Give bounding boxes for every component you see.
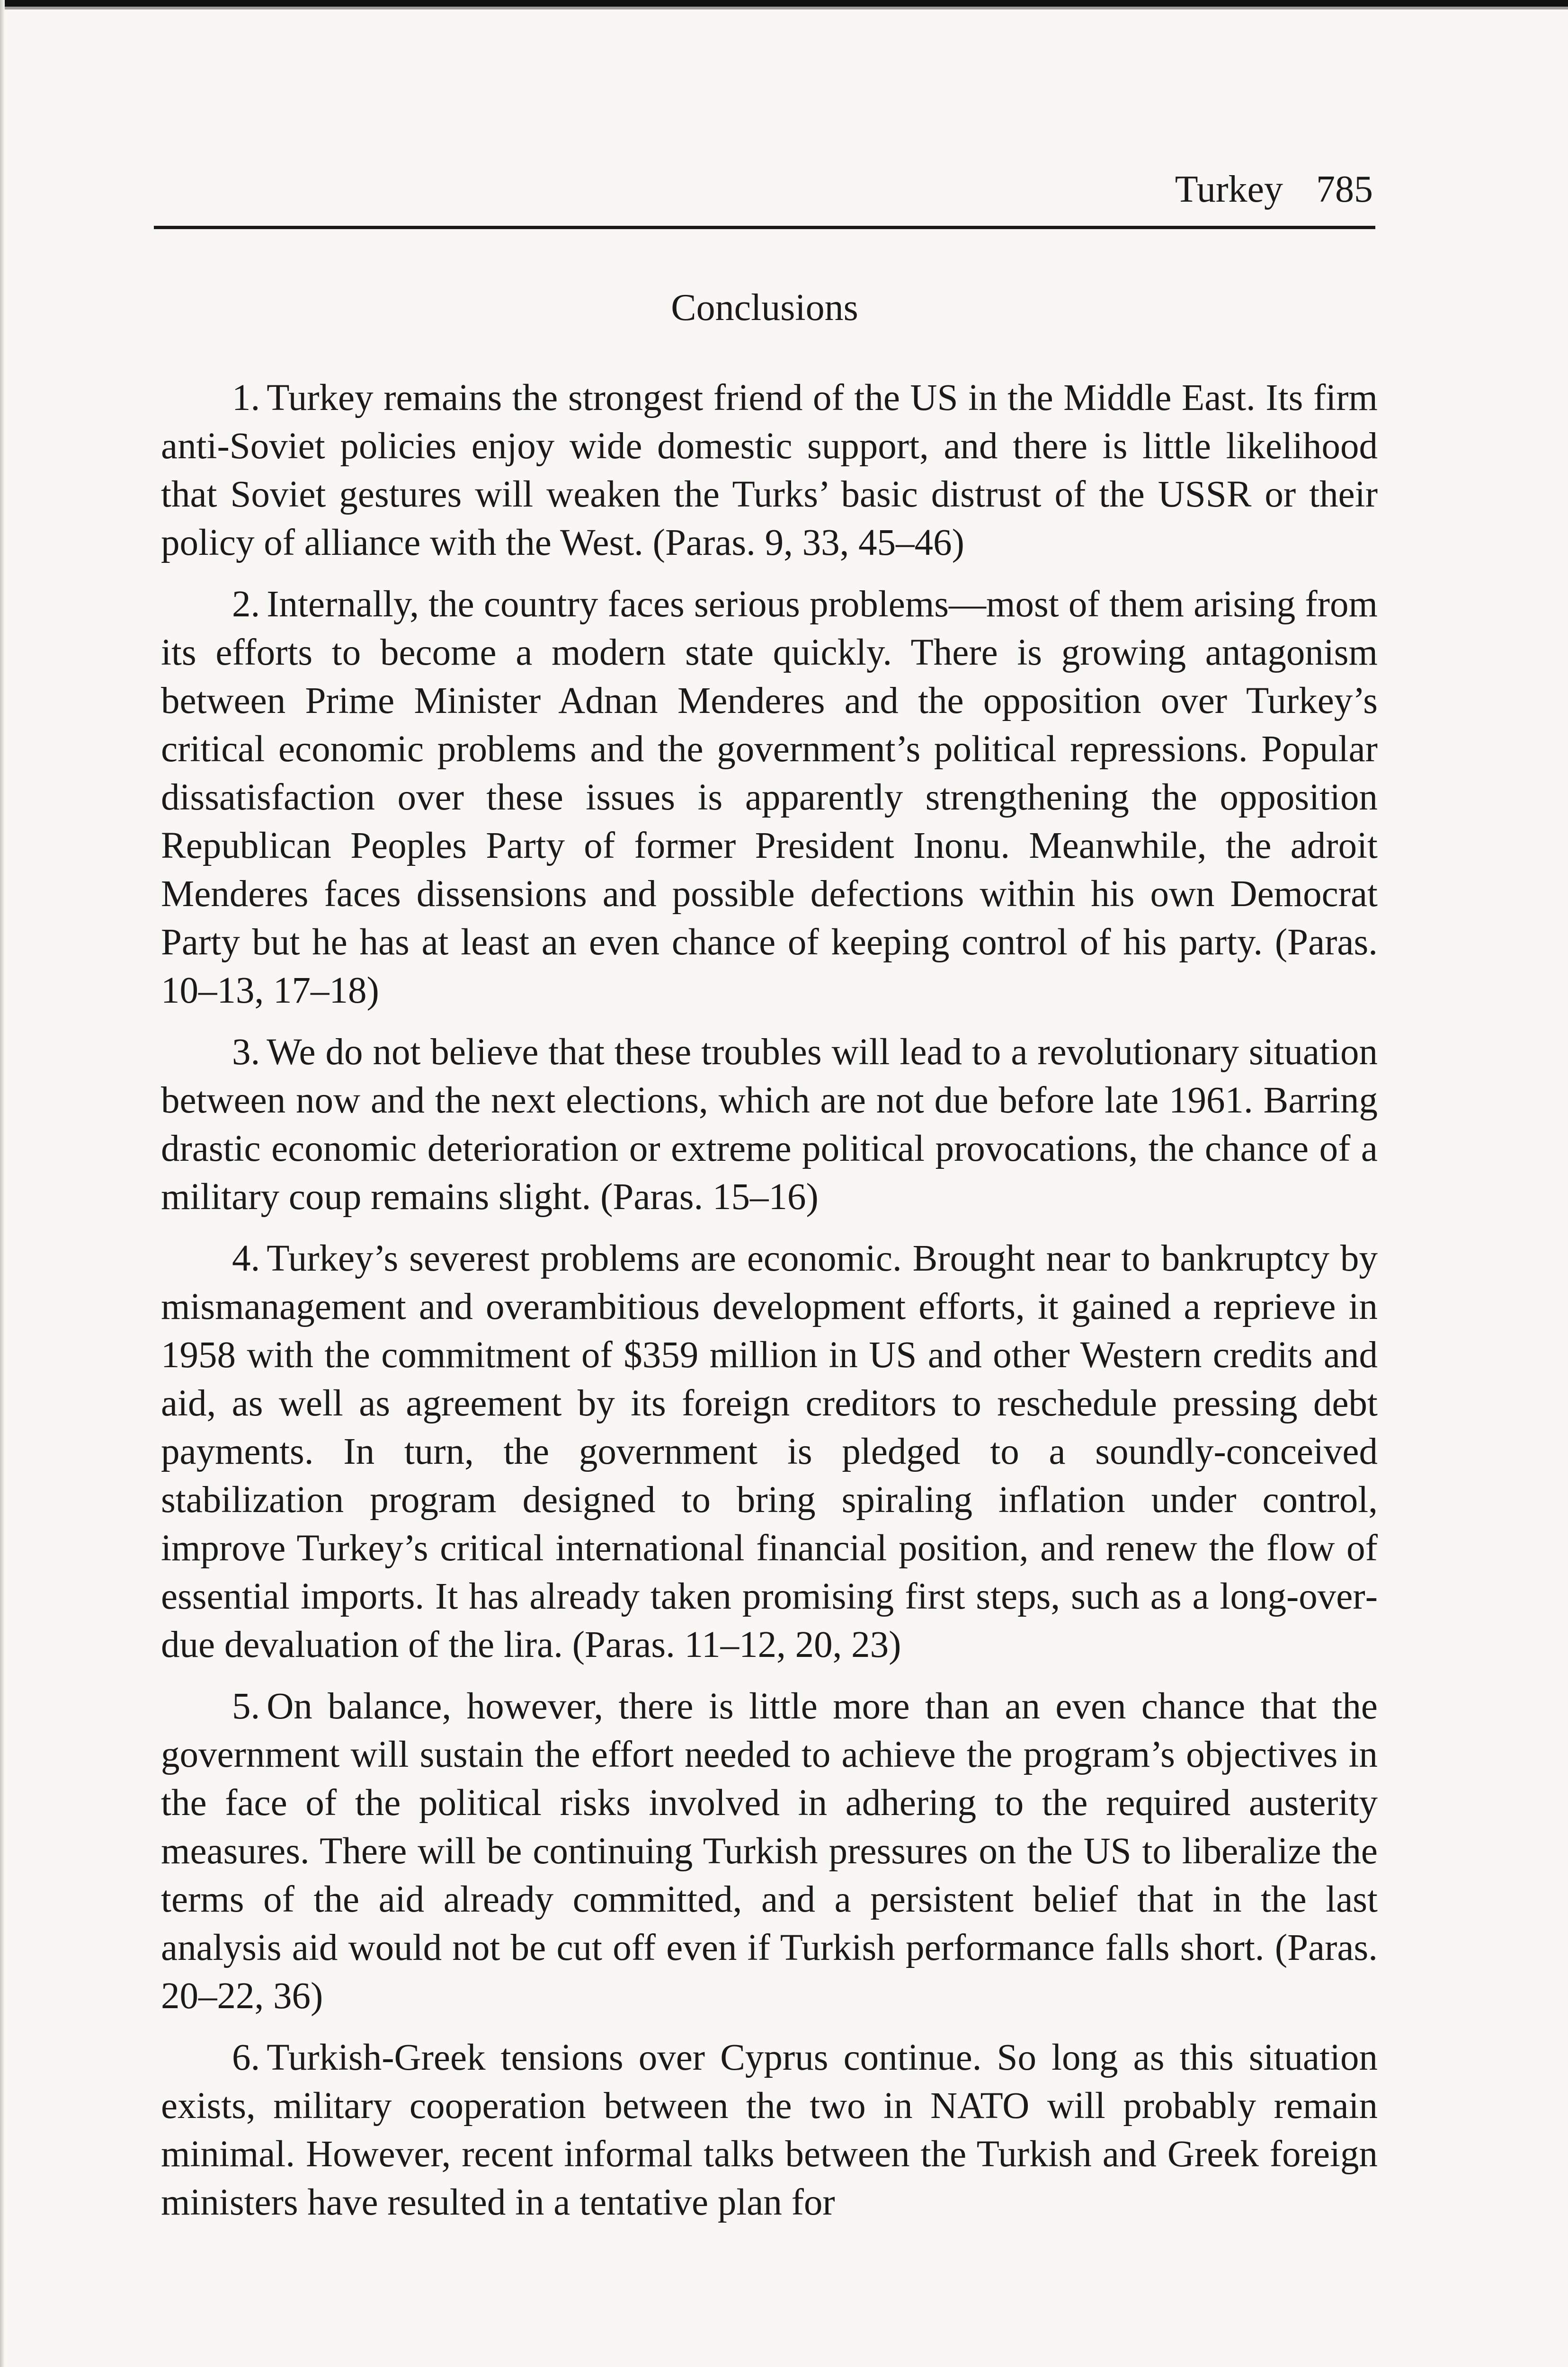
paragraph-text: On balance, however, there is little more than an even chance that the government will sustain the effort needed to achieve the program’s objectives in the face of the political risks involved in adhering to the required austerity measures. There will be continuing Turkish pressures on the US to liberalize the terms of the aid already committed, and a persistent belief that in the last analysis aid would not be cut off even if Turkish performance falls short. (Paras. 20–22, 36)	[161, 1686, 1378, 2017]
paragraph-number: 2.	[232, 584, 260, 625]
paragraph-3	[161, 1028, 1378, 1221]
scan-left-shadow	[0, 0, 5, 2367]
paragraph-text: We do not believe that these troubles will lead to a revolutionary situation between now and the next elections, which are not due before late 1961. Barring drastic economic deterioration or extreme political provocations, the chance of a military coup remains slight. (Paras. 15–16)	[161, 1032, 1378, 1218]
paragraph-number: 1.	[232, 377, 260, 418]
running-head-title: Turkey	[1175, 169, 1283, 210]
paragraph-text: Turkey remains the strongest friend of the US in the Middle East. Its firm anti-Soviet policies enjoy wide domestic support, and there is little likelihood that Soviet gestures will weaken the Turks’ basic distrust of the USSR or their policy of alliance with the West. (Paras. 9, 33, 45–46)	[161, 377, 1378, 563]
section-title: Conclusions	[671, 287, 858, 329]
paragraph-1	[161, 374, 1378, 567]
paragraph-number: 6.	[232, 2037, 260, 2078]
page-number: 785	[1316, 169, 1373, 210]
paragraph-text: Internally, the country faces serious problems—most of them arising from its efforts to become a modern state quickly. There is growing antagonism between Prime Minister Adnan Menderes and the opposition over Turkey’s critical economic problems and the government’s political repressions. Popular dissatisfaction over these issues is apparently strengthening the opposition Republican Peoples Party of former President Inonu. Meanwhile, the adroit Menderes faces dissensions and possible defections within his own Democrat Party but he has at least an even chance of keeping control of his party. (Paras. 10–13, 17–18)	[161, 584, 1378, 1011]
paragraph-number: 4.	[232, 1238, 260, 1279]
paragraph-text: Turkish-Greek tensions over Cyprus continue. So long as this situation exists, military cooperation between the two in NATO will probably remain minimal. However, recent informal talks between the Turkish and Greek foreign ministers have resulted in a tentative plan for	[161, 2037, 1378, 2223]
paragraph-text: Turkey’s severest problems are economic. Brought near to bankruptcy by mismanagement and overambitious development efforts, it gained a reprieve in 1958 with the commitment of $359 million in US and other Western credits and aid, as well as agreement by its foreign creditors to reschedule pressing debt payments. In turn, the government is pledged to a soundly-conceived stabilization program designed to bring spiraling inflation under control, improve Turkey’s critical international financial position, and renew the flow of essential imports. It has already taken promising first steps, such as a long-overdue devaluation of the lira. (Paras. 11–12, 20, 23)	[161, 1238, 1378, 1665]
paragraph-5	[161, 1682, 1378, 2020]
paragraph-2	[161, 580, 1378, 1015]
header-rule	[154, 226, 1375, 229]
scan-top-shadow	[0, 7, 1568, 9]
paragraph-4	[161, 1235, 1378, 1669]
body-text	[161, 374, 1378, 2240]
scan-top-border	[0, 0, 1568, 7]
paragraph-number: 5.	[232, 1686, 260, 1727]
paragraph-number: 3.	[232, 1032, 260, 1073]
running-head	[161, 161, 1373, 218]
paragraph-6	[161, 2034, 1378, 2227]
